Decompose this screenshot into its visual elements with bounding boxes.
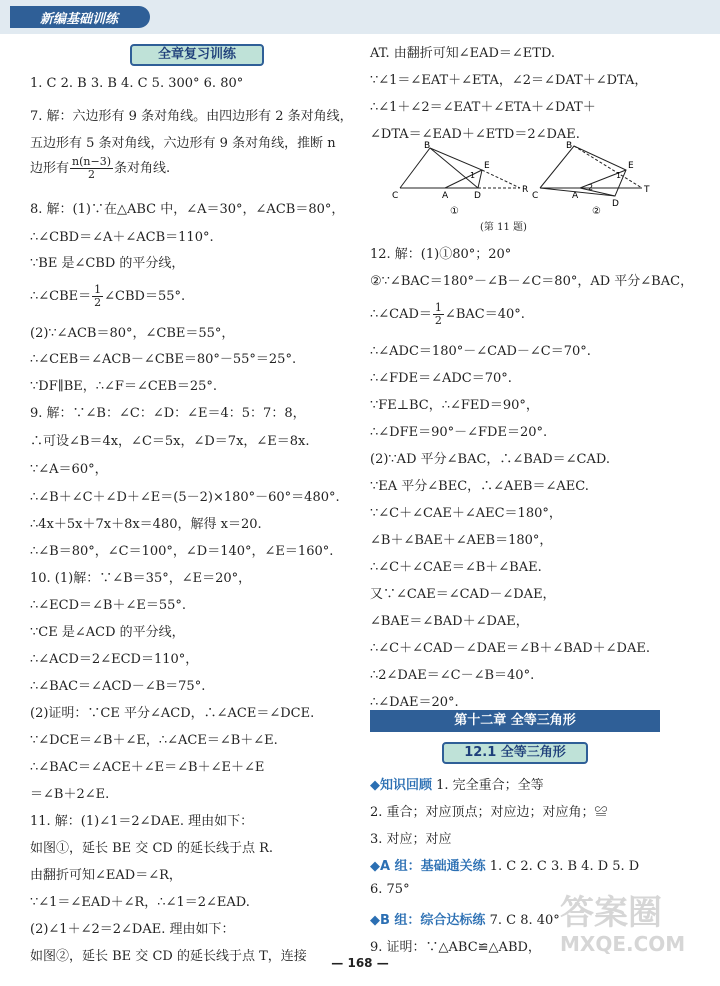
fig2-angle-1: 1 bbox=[616, 171, 622, 180]
q10-line1: 10. (1)解：∵∠B＝35°，∠E＝20°， bbox=[30, 571, 252, 586]
q7-line1: 7. 解：六边形有 9 条对角线。由四边形有 2 条对角线， bbox=[30, 109, 353, 124]
q12-line12: ∴∠C＋∠CAE＝∠B＋∠BAE. bbox=[370, 560, 542, 575]
q11-line4: ∵∠1＝∠EAD＋∠R，∴∠1＝2∠EAD. bbox=[30, 895, 250, 910]
q11-line1: 11. 解：(1)∠1＝2∠DAE. 理由如下： bbox=[30, 814, 254, 829]
fig2-point-d: D bbox=[612, 199, 619, 209]
fraction: $\frac{1}{2}$ bbox=[434, 301, 442, 327]
fig2-point-c: C bbox=[532, 191, 539, 201]
watermark-url: MXQE.COM bbox=[560, 932, 686, 956]
review-line1: ◆知识回顾 1. 完全重合；全等 bbox=[370, 778, 544, 793]
chapter-title: 第十二章 全等三角形 bbox=[370, 710, 660, 732]
group-b-line2: 9. 证明：∵△ABC≌△ABD， bbox=[370, 940, 541, 955]
q8-line3: ∵BE 是∠CBD 的平分线， bbox=[30, 256, 185, 271]
q10-line4: ∴∠ACD＝2∠ECD＝110°， bbox=[30, 652, 199, 667]
q12-line13: 又∵∠CAE＝∠CAD－∠DAE， bbox=[370, 587, 556, 602]
q9-line6: ∴∠B＝80°，∠C＝100°，∠D＝140°，∠E＝160°. bbox=[30, 544, 334, 559]
q10-line6: (2)证明：∵CE 平分∠ACD，∴∠ACE＝∠DCE. bbox=[30, 706, 315, 721]
q12-line1: 12. 解：(1)①80°；20° bbox=[370, 247, 512, 262]
q7-line3: 边形有 $\frac{n(n-3)}{2}$ 条对角线. bbox=[30, 155, 171, 181]
fig2-point-a: A bbox=[572, 191, 579, 201]
q8-line1: 8. 解：(1)∵在△ABC 中，∠A＝30°，∠ACB＝80°， bbox=[30, 202, 345, 217]
group-a-line1: ◆A 组：基础通关练 1. C 2. C 3. B 4. D 5. D bbox=[370, 859, 640, 874]
review-line2: 2. 重合；对应顶点；对应边；对应角；≌ bbox=[370, 805, 608, 820]
q8-line6: ∴∠CEB＝∠ACB－∠CBE＝80°－55°＝25°. bbox=[30, 352, 297, 367]
fig2-point-b: B bbox=[566, 141, 573, 151]
q8-line5: (2)∵∠ACB＝80°，∠CBE＝55°， bbox=[30, 326, 235, 341]
q11-line5: (2)∠1＋∠2＝2∠DAE. 理由如下： bbox=[30, 922, 235, 937]
watermark-logo: 答案圈 bbox=[560, 893, 662, 933]
answers-1-6: 1. C 2. B 3. B 4. C 5. 300° 6. 80° bbox=[30, 76, 244, 91]
q10-line9: ＝∠B＋2∠E. bbox=[30, 787, 110, 802]
q12-line11: ∠B＋∠BAE＋∠AEB＝180°， bbox=[370, 533, 553, 548]
q9-line4: ∴∠B＋∠C＋∠D＋∠E＝(5－2)×180°－60°＝480°. bbox=[30, 490, 340, 505]
q11-cont-line4: ∠DTA＝∠EAD＋∠ETD＝2∠DAE. bbox=[370, 127, 580, 142]
figure-caption: (第 11 题) bbox=[480, 222, 527, 233]
fig1-point-a: A bbox=[442, 191, 449, 201]
section-title-12-1: 12.1 全等三角形 bbox=[442, 742, 588, 764]
q12-line3: ∴∠CAD＝ $\frac{1}{2}$ ∠BAC＝40°. bbox=[370, 301, 525, 327]
q12-line8: (2)∵AD 平分∠BAC，∴∠BAD＝∠CAD. bbox=[370, 452, 610, 467]
fig2-point-t: T bbox=[644, 185, 650, 195]
review-line3: 3. 对应；对应 bbox=[370, 832, 452, 847]
group-a-line2: 6. 75° bbox=[370, 882, 410, 897]
q12-line7: ∴∠DFE＝90°－∠FDE＝20°. bbox=[370, 425, 548, 440]
section-title-review: 全章复习训练 bbox=[130, 44, 264, 66]
q12-line6: ∵FE⊥BC，∴∠FED＝90°， bbox=[370, 398, 539, 413]
q12-line9: ∵EA 平分∠BEC，∴∠AEB＝∠AEC. bbox=[370, 479, 589, 494]
fig1-point-e: E bbox=[484, 161, 490, 171]
q10-line3: ∵CE 是∠ACD 的平分线， bbox=[30, 625, 185, 640]
q9-line5: ∴4x＋5x＋7x＋8x＝480，解得 x＝20. bbox=[30, 517, 262, 532]
q12-line5: ∴∠FDE＝∠ADC＝70°. bbox=[370, 371, 512, 386]
fig1-label: ① bbox=[450, 206, 459, 217]
q11-line2: 如图①，延长 BE 交 CD 的延长线于点 R. bbox=[30, 841, 273, 856]
q8-line2: ∴∠CBD＝∠A＋∠ACB＝110°. bbox=[30, 230, 214, 245]
fig2-angle-2: 2 bbox=[588, 183, 594, 192]
group-b-line1: ◆B 组：综合达标练 7. C 8. 40° bbox=[370, 913, 560, 928]
q8-line4: ∴∠CBE＝ $\frac{1}{2}$ ∠CBD＝55°. bbox=[30, 283, 186, 309]
q11-line6: 如图②，延长 BE 交 CD 的延长线于点 T，连接 bbox=[30, 949, 307, 964]
q12-line16: ∴2∠DAE＝∠C－∠B＝40°. bbox=[370, 668, 535, 683]
fig1-point-b: B bbox=[424, 141, 431, 151]
fig2-point-e: E bbox=[628, 161, 634, 171]
q7-line2: 五边形有 5 条对角线，六边形有 9 条对角线，推断 n bbox=[30, 136, 336, 151]
q12-line10: ∵∠C＋∠CAE＋∠AEC＝180°， bbox=[370, 506, 562, 521]
fig1-angle-1: 1 bbox=[470, 171, 476, 180]
fig1-point-r: R bbox=[522, 185, 529, 195]
q12-line14: ∠BAE＝∠BAD＋∠DAE， bbox=[370, 614, 529, 629]
fig2-label: ② bbox=[592, 206, 601, 217]
q10-line2: ∴∠ECD＝∠B＋∠E＝55°. bbox=[30, 598, 187, 613]
fraction: $\frac{1}{2}$ bbox=[94, 283, 102, 309]
fig1-point-d: D bbox=[474, 191, 481, 201]
q9-line2: ∴可设∠B＝4x，∠C＝5x，∠D＝7x，∠E＝8x. bbox=[30, 434, 310, 449]
q9-line1: 9. 解：∵∠B：∠C：∠D：∠E＝4：5：7：8， bbox=[30, 406, 306, 421]
q10-line7: ∵∠DCE＝∠B＋∠E，∴∠ACE＝∠B＋∠E. bbox=[30, 733, 278, 748]
q11-cont-line2: ∵∠1＝∠EAT＋∠ETA，∠2＝∠DAT＋∠DTA， bbox=[370, 73, 648, 88]
header-bar bbox=[0, 0, 720, 34]
q12-line4: ∴∠ADC＝180°－∠CAD－∠C＝70°. bbox=[370, 344, 591, 359]
q11-cont-line3: ∴∠1＋∠2＝∠EAT＋∠ETA＋∠DAT＋ bbox=[370, 100, 596, 115]
q12-line17: ∴∠DAE＝20°. bbox=[370, 695, 459, 710]
q12-line15: ∴∠C＋∠CAD－∠DAE＝∠B＋∠BAD＋∠DAE. bbox=[370, 641, 650, 656]
q11-line3: 由翻折可知∠EAD＝∠R， bbox=[30, 868, 182, 883]
fraction: $\frac{n(n-3)}{2}$ bbox=[72, 155, 111, 181]
q12-line2: ②∵∠BAC＝180°－∠B－∠C＝80°，AD 平分∠BAC， bbox=[370, 274, 694, 289]
q8-line7: ∵DF∥BE，∴∠F＝∠CEB＝25°. bbox=[30, 379, 218, 394]
q10-line5: ∴∠BAC＝∠ACD－∠B＝75°. bbox=[30, 679, 206, 694]
figure-1 bbox=[400, 148, 520, 188]
page-number: — 168 — bbox=[331, 956, 389, 970]
q9-line3: ∵∠A＝60°， bbox=[30, 462, 108, 477]
q10-line8: ∴∠BAC＝∠ACE＋∠E＝∠B＋∠E＋∠E bbox=[30, 760, 265, 775]
series-title: 新编基础训练 bbox=[10, 6, 150, 28]
fig1-point-c: C bbox=[392, 191, 399, 201]
q11-cont-line1: AT. 由翻折可知∠EAD＝∠ETD. bbox=[370, 46, 556, 61]
